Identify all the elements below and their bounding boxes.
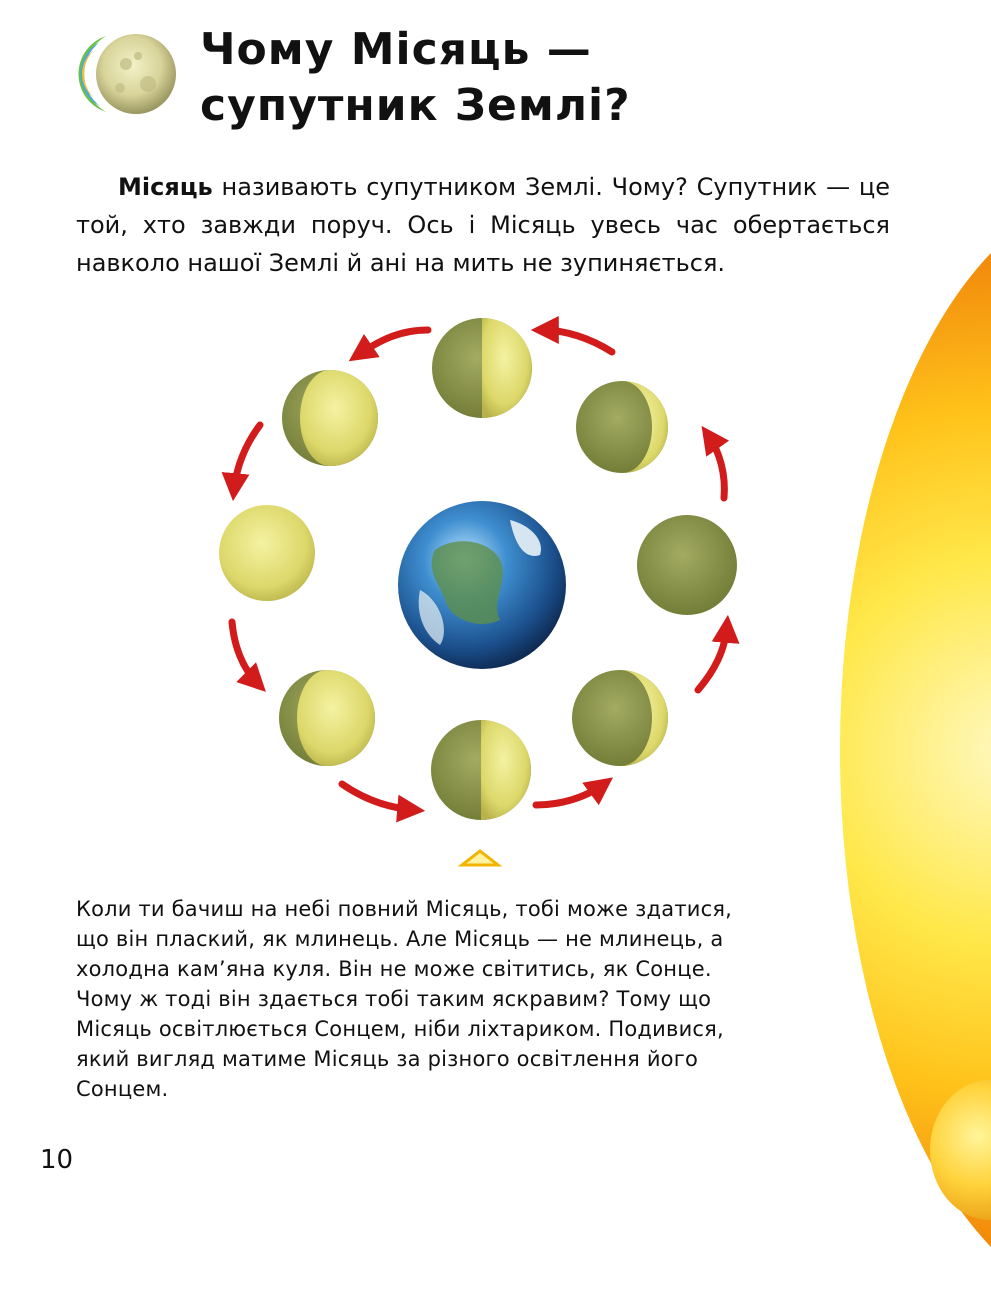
intro-paragraph (76, 168, 890, 282)
earth (398, 501, 566, 669)
moon-phase-waxing-gibbous (282, 370, 378, 466)
title-line-1: Чому Місяць — (200, 24, 592, 75)
page-number: 10 (40, 1145, 74, 1175)
moon-phases-diagram (200, 300, 760, 870)
title-line-2: супутник Землі? (200, 80, 631, 131)
orbit-arrow (542, 330, 612, 352)
intro-text: називають супутником Землі. Чому? Супутник — це той, хто завжди поруч. Ось і Місяць увесь час обертається навколо нашої Землі й ані на мить не зупиняється. (76, 173, 890, 277)
moon-phase-new (637, 515, 737, 615)
body-paragraph: Коли ти бачиш на небі повний Місяць, тобі може здатися, що він плаский, як млинець. Але Місяць — не млинець, а холодна кам’яна куля. Він не може світитись, як Сонце. Чому ж тоді він здається тобі таким яскравим? Тому що Місяць освітлюється Сонцем, ніби ліхтариком. Подивися, який вигляд матиме Місяць за різного освітлення його Сонцем. (76, 897, 733, 1101)
orbit-arrow (232, 622, 258, 684)
moon-phase-full (219, 505, 315, 601)
intro-bold-term: Місяць (118, 173, 213, 201)
moon-phase-first-quarter (432, 318, 532, 418)
page-title (200, 22, 631, 134)
orbit-arrow (536, 784, 604, 805)
moon-phase-waning-gibbous (279, 670, 375, 766)
moon-phase-last-quarter (431, 720, 531, 820)
orbit-arrow (698, 626, 727, 690)
triangle-up-icon (462, 851, 498, 865)
moon-title-icon (76, 28, 186, 120)
moon-phase-waning-crescent (572, 670, 668, 766)
orbit-arrow (358, 330, 428, 355)
orbit-arrow (342, 784, 414, 810)
orbit-arrow (708, 435, 724, 498)
orbit-arrow (234, 425, 260, 490)
moon-phase-waxing-crescent (576, 381, 668, 473)
